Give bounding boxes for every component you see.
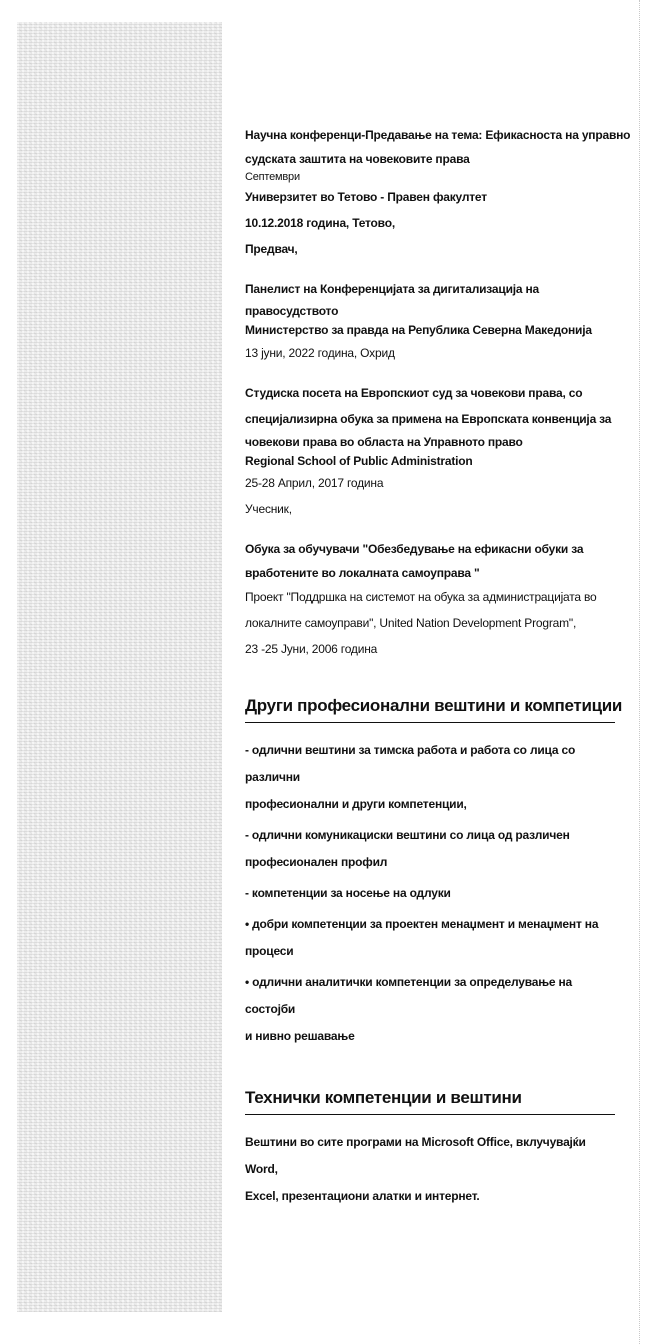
skill-line: - компетенции за носење на одлуки	[245, 886, 451, 900]
technical-text	[245, 1129, 615, 1210]
section-title: Технички компетенции и вештини	[245, 1088, 615, 1115]
sidebar-texture	[17, 22, 222, 1312]
technical-section	[245, 1088, 615, 1210]
entry-organizer: Regional School of Public Administration	[245, 454, 473, 468]
skill-line: професионален профил	[245, 855, 388, 869]
conference-entry	[245, 380, 615, 522]
conference-entry	[245, 536, 615, 662]
skill-line: - одлични комуникациски вештини со лица од различен	[245, 828, 570, 842]
skill-line: и нивно решавање	[245, 1029, 355, 1043]
entry-date-place: 25-28 Април, 2017 година	[245, 476, 384, 490]
other-skills-section	[245, 696, 623, 1050]
skill-line: професионални и други компетенции,	[245, 797, 467, 811]
entry-organizer: Министерство за правда на Република Северна Македонија	[245, 323, 592, 337]
entry-title-line: вработените во локалната самоуправа "	[245, 566, 480, 580]
entry-title-line: судската заштита на човековите права	[245, 152, 470, 166]
entry-date-place: 13 јуни, 2022 година, Охрид	[245, 346, 395, 360]
skill-item	[245, 880, 615, 907]
entry-organizer: Универзитет во Тетово - Правен факултет	[245, 190, 487, 204]
entry-title-line: специјализирна обука за примена на Европската конвенција за	[245, 412, 612, 426]
technical-line: Вештини во сите програми на Microsoft Office, вклучувајќи Word,	[245, 1135, 586, 1176]
entry-date-place: 10.12.2018 година, Тетово,	[245, 216, 395, 230]
entry-date-place: 23 -25 Јуни, 2006 година	[245, 642, 378, 656]
page-edge-line	[639, 0, 640, 1344]
skill-line: - одлични вештини за тимска работа и работа со лица со различни	[245, 743, 576, 784]
entry-title-line: Студиска посета на Европскиот суд за човекови права, со	[245, 386, 583, 400]
skill-line: процеси	[245, 944, 294, 958]
skill-line: • одлични аналитички компетенции за определување на состојби	[245, 975, 573, 1016]
entry-title-line: Научна конференци-Предавање на тема: Ефикасноста на управно	[245, 128, 631, 142]
conference-entry	[245, 122, 631, 262]
entry-month: Септември	[245, 171, 300, 183]
technical-line: Excel, презентациони алатки и интернет.	[245, 1189, 480, 1203]
entry-project-line: локалните самоуправи", United Nation Development Program",	[245, 616, 577, 630]
main-content	[245, 122, 631, 1214]
skill-item	[245, 737, 615, 818]
conference-entry	[245, 276, 615, 366]
section-title: Други професионални вештини и компетиции	[245, 696, 615, 723]
skill-item	[245, 969, 615, 1050]
entry-title-line: човекови права во областа на Управното право	[245, 435, 523, 449]
entry-project-line: Проект "Поддршка на системот на обука за администрацијата во	[245, 590, 597, 604]
entry-role: Учесник,	[245, 502, 292, 516]
skill-item	[245, 822, 615, 876]
entry-role: Предвач,	[245, 242, 298, 256]
skill-line: • добри компетенции за проектен менаџмент и менаџмент на	[245, 917, 599, 931]
skill-item	[245, 911, 615, 965]
entry-title-line: правосудството	[245, 304, 339, 318]
entry-title-line: Обука за обучувачи "Обезбедување на ефикасни обуки за	[245, 542, 584, 556]
entry-title-line: Панелист на Конференцијата за дигитализација на	[245, 282, 540, 296]
